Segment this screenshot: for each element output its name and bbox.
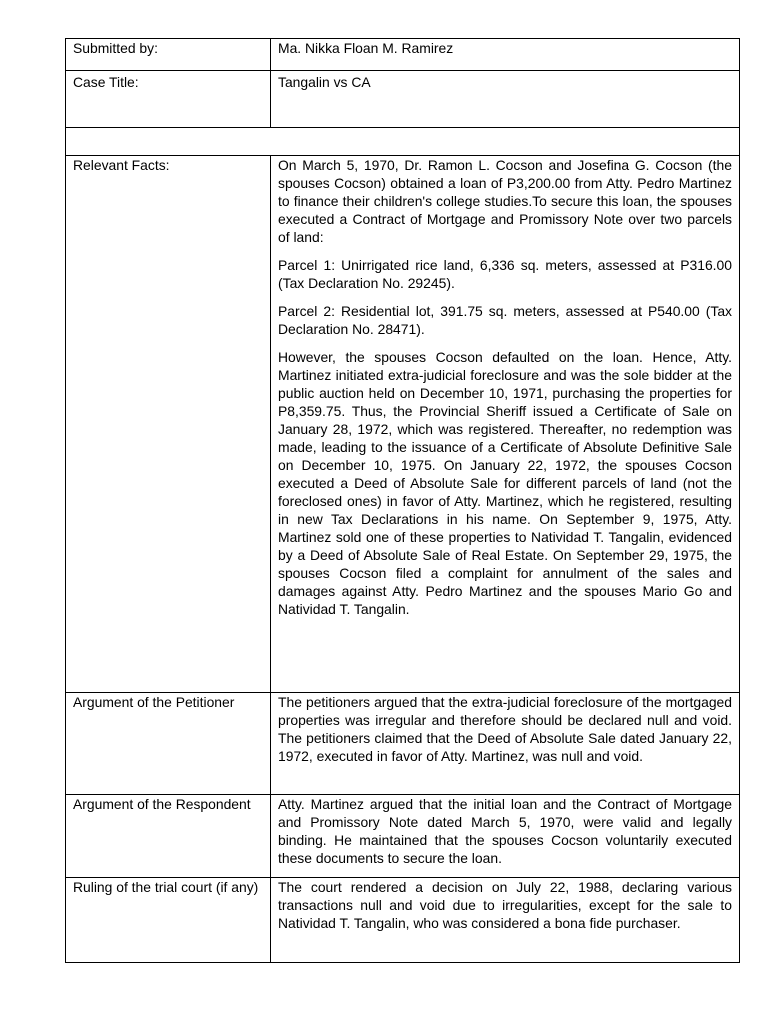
argument-respondent-label: Argument of the Respondent [73,796,251,812]
argument-petitioner-row [66,693,740,795]
ruling-trial-court-value-cell [271,878,740,963]
relevant-facts-value-cell [271,156,740,693]
argument-petitioner-label-cell [66,693,271,795]
case-title-label: Case Title: [73,74,139,90]
ruling-trial-court-text: The court rendered a decision on July 22, 1988, declaring various transactions null and void due to irregularities, except for the sale to Natividad T. Tangalin, who was considered a bona fide purchaser. [278,879,732,931]
argument-petitioner-label: Argument of the Petitioner [73,694,235,710]
argument-petitioner-text: The petitioners argued that the extra-judicial foreclosure of the mortgaged properties was irregular and therefore should be declared null and void. The petitioners claimed that the Deed of Absolute Sale dated January 22, 1972, executed in favor of Atty. Martinez, was null and void. [278,694,732,764]
relevant-facts-row [66,156,740,693]
facts-paragraph: Parcel 1: Unirrigated rice land, 6,336 sq. meters, assessed at P316.00 (Tax Declaration No. 29245). [278,257,732,291]
submitted-by-label: Submitted by: [73,40,158,56]
argument-respondent-row [66,795,740,878]
submitted-by-label-cell [66,39,271,71]
relevant-facts-label-cell [66,156,271,693]
argument-petitioner-value-cell [271,693,740,795]
spacer-cell [66,128,740,156]
submitted-by-value: Ma. Nikka Floan M. Ramirez [278,40,454,56]
ruling-trial-court-label-cell [66,878,271,963]
facts-paragraph: However, the spouses Cocson defaulted on the loan. Hence, Atty. Martinez initiated extra-judicial foreclosure and was the sole bidder at the public auction held on December 10, 1971, purchasing the properties for P8,359.75. Thus, the Provincial Sheriff issued a Certificate of Sale on January 28, 1972, which was registered. Thereafter, no redemption was made, leading to the issuance of a Certificate of Absolute Definitive Sale on December 10, 1975. On January 22, 1972, the spouses Cocson executed a Deed of Absolute Sale for different parcels of land (not the foreclosed ones) in favor of Atty. Martinez, which he registered, resulting in new Tax Declarations in his name. On September 9, 1975, Atty. Martinez sold one of these properties to Natividad T. Tangalin, evidenced by a Deed of Absolute Sale of Real Estate. On September 29, 1975, the spouses Cocson filed a complaint for annulment of the sales and damages against Atty. Pedro Martinez and the spouses Mario Go and Natividad T. Tangalin. [278,349,732,617]
argument-respondent-text: Atty. Martinez argued that the initial loan and the Contract of Mortgage and Promissory Note dated March 5, 1970, were valid and legally binding. He maintained that the spouses Cocson voluntarily executed these documents to secure the loan. [278,796,732,866]
case-title-label-cell [66,71,271,128]
case-digest-table [65,38,740,963]
submitted-by-value-cell [271,39,740,71]
argument-respondent-label-cell [66,795,271,878]
case-title-value: Tangalin vs CA [278,74,371,90]
case-title-value-cell [271,71,740,128]
argument-respondent-value-cell [271,795,740,878]
ruling-trial-court-row [66,878,740,963]
facts-paragraph: Parcel 2: Residential lot, 391.75 sq. meters, assessed at P540.00 (Tax Declaration No. 28471). [278,303,732,337]
ruling-trial-court-label: Ruling of the trial court (if any) [73,879,259,895]
relevant-facts-label: Relevant Facts: [73,157,170,173]
submitted-by-row [66,39,740,71]
spacer-row [66,128,740,156]
facts-paragraph: On March 5, 1970, Dr. Ramon L. Cocson and Josefina G. Cocson (the spouses Cocson) obtained a loan of P3,200.00 from Atty. Pedro Martinez to finance their children's college studies.To secure this loan, the spouses executed a Contract of Mortgage and Promissory Note over two parcels of land: [278,157,732,245]
case-title-row [66,71,740,128]
